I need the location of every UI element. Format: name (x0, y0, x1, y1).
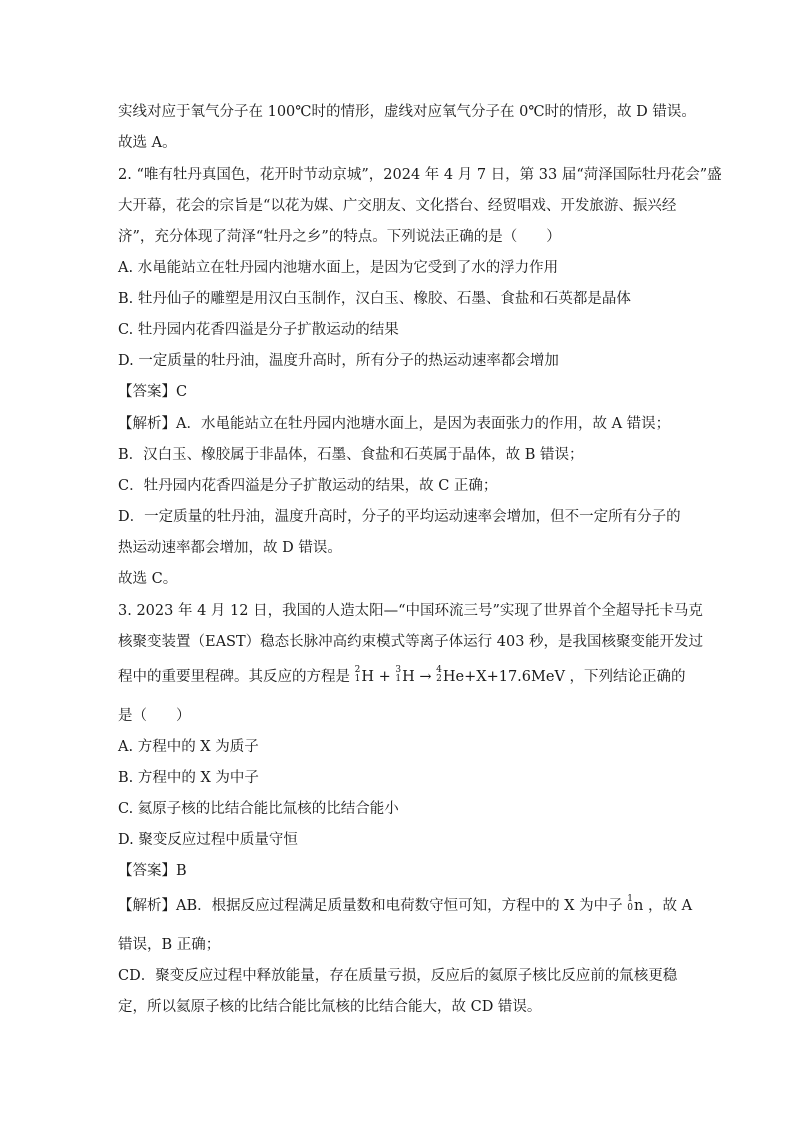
equation-prefix: 程中的重要里程碑。其反应的方程是 (118, 669, 350, 685)
question-3-stem: 3. 2023 年 4 月 12 日，我国的人造太阳—“中国环流三号”实现了世界首个全超导托卡马克 (118, 603, 703, 619)
option-a: A. 水黾能站立在牡丹园内池塘水面上，是因为它受到了水的浮力作用 (118, 260, 559, 276)
equation-suffix: ，下列结论正确的 (569, 669, 686, 685)
analysis-line: C．牡丹园内花香四溢是分子扩散运动的结果，故 C 正确； (118, 478, 498, 494)
neutron-symbol: 1 0 n (627, 894, 644, 914)
nuclear-equation: 2 1 H + 3 1 H → 4 2 He+X+17.6MeV (354, 665, 565, 685)
analysis-line: B．汉白玉、橡胶属于非晶体，石墨、食盐和石英属于晶体，故 B 错误； (118, 447, 584, 463)
option-b: B. 方程中的 X 为中子 (118, 770, 259, 786)
analysis-line: D．一定质量的牡丹油，温度升高时，分子的平均运动速率会增加，但不一定所有分子的 (118, 509, 681, 525)
option-d: D. 一定质量的牡丹油，温度升高时，所有分子的热运动速率都会增加 (118, 353, 559, 369)
analysis-line: 【解析】A．水黾能站立在牡丹园内池塘水面上，是因为表面张力的作用，故 A 错误； (118, 416, 671, 432)
text-line: 济”，充分体现了菏泽“牡丹之乡”的特点。下列说法正确的是（ ） (118, 229, 561, 245)
answer-label: 【答案】B (118, 863, 187, 879)
text-line: 故选 A。 (118, 135, 177, 151)
analysis-line: 热运动速率都会增加，故 D 错误。 (118, 540, 342, 556)
analysis-line: 定，所以氦原子核的比结合能比氚核的比结合能大，故 CD 错误。 (118, 999, 542, 1015)
answer-label: 【答案】C (118, 384, 188, 400)
text-line: 是（ ） (118, 708, 191, 724)
analysis-line: CD．聚变反应过程中释放能量，存在质量亏损，反应后的氦原子核比反应前的氚核更稳 (118, 968, 678, 984)
text-line: 实线对应于氧气分子在 100℃时的情形，虚线对应氧气分子在 0℃时的情形，故 D 错误。 (118, 104, 696, 120)
question-2-stem: 2. “唯有牡丹真国色，花开时节动京城”，2024 年 4 月 7 日，第 33 届“菏泽国际牡丹花会”盛 (118, 167, 722, 183)
analysis-line: 【解析】AB．根据反应过程满足质量数和电荷数守恒可知，方程中的 X 为中子 1 0 n ，故 A (118, 894, 693, 914)
option-d: D. 聚变反应过程中质量守恒 (118, 832, 298, 848)
text-line: 故选 C。 (118, 571, 178, 587)
option-c: C. 氦原子核的比结合能比氚核的比结合能小 (118, 801, 399, 817)
option-c: C. 牡丹园内花香四溢是分子扩散运动的结果 (118, 322, 399, 338)
option-b: B. 牡丹仙子的雕塑是用汉白玉制作，汉白玉、橡胶、石墨、食盐和石英都是晶体 (118, 291, 631, 307)
equation-line (118, 667, 686, 687)
analysis-line: 错误，B 正确； (118, 937, 221, 953)
option-a: A. 方程中的 X 为质子 (118, 739, 259, 755)
text-line: 大开幕，花会的宗旨是“以花为媒、广交朋友、文化搭台、经贸唱戏、开发旅游、振兴经 (118, 198, 677, 214)
text-line: 核聚变装置（EAST）稳态长脉冲高约束模式等离子体运行 403 秒，是我国核聚变能开发过 (118, 634, 704, 650)
